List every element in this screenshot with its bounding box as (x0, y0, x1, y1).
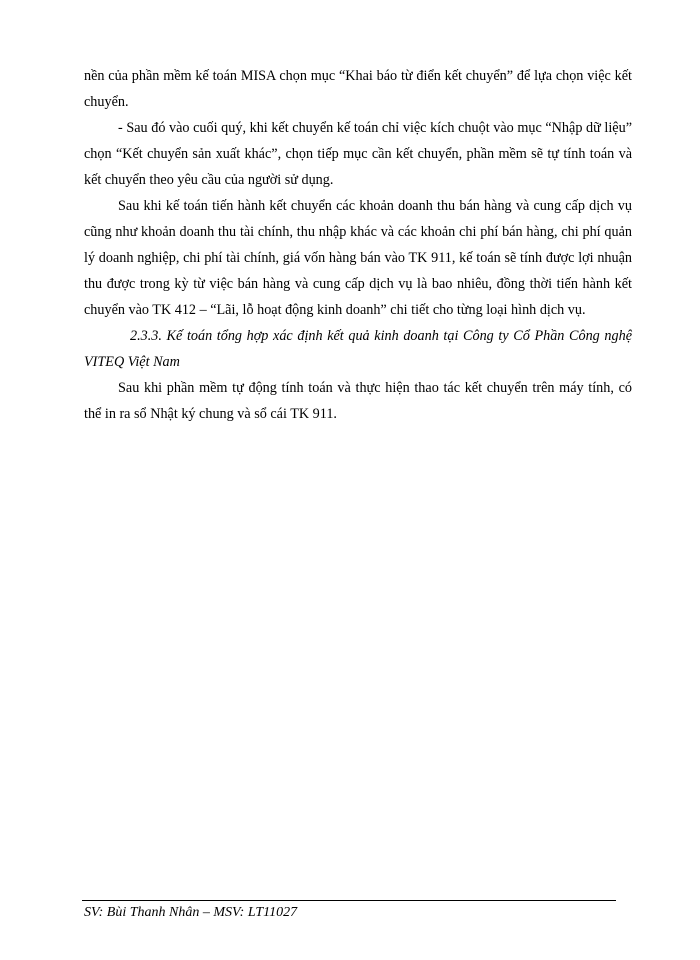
section-heading-2-3-3: 2.3.3. Kế toán tổng hợp xác định kết quả kinh doanh tại Công ty Cổ Phần Công nghệ VITEQ Việt Nam (84, 328, 632, 370)
paragraph-print-ledgers: Sau khi phần mềm tự động tính toán và thực hiện thao tác kết chuyển trên máy tính, có thể in ra sổ Nhật ký chung và sổ cái TK 911. (84, 380, 632, 422)
footer-divider (82, 900, 616, 901)
paragraph-profit-transfer: Sau khi kế toán tiến hành kết chuyển các khoản doanh thu bán hàng và cung cấp dịch vụ cũng như khoản doanh thu tài chính, thu nhập khác và các khoản chi phí bán hàng, chi phí quản lý doanh nghiệp, chi phí tài chính, giá vốn hàng bán vào TK 911, kế toán sẽ tính được lợi nhuận thu được trong kỳ từ việc bán hàng và cung cấp dịch vụ là bao nhiêu, đồng thời tiến hành kết chuyển vào TK 412 – “Lãi, lỗ hoạt động kinh doanh” chi tiết cho từng loại hình dịch vụ. (84, 198, 632, 318)
document-body (84, 63, 632, 427)
paragraph-continuation: nền của phần mềm kế toán MISA chọn mục “Khai báo từ điển kết chuyển” để lựa chọn việc kết chuyển. (84, 68, 632, 110)
paragraph-quarter-end-steps: - Sau đó vào cuối quý, khi kết chuyển kế toán chỉ việc kích chuột vào mục “Nhập dữ liệu” chọn “Kết chuyển sản xuất khác”, chọn tiếp mục cần kết chuyển, phần mềm sẽ tự tính toán và kết chuyển theo yêu cầu của người sử dụng. (84, 120, 632, 188)
footer-student-info: SV: Bùi Thanh Nhân – MSV: LT11027 (84, 905, 298, 920)
